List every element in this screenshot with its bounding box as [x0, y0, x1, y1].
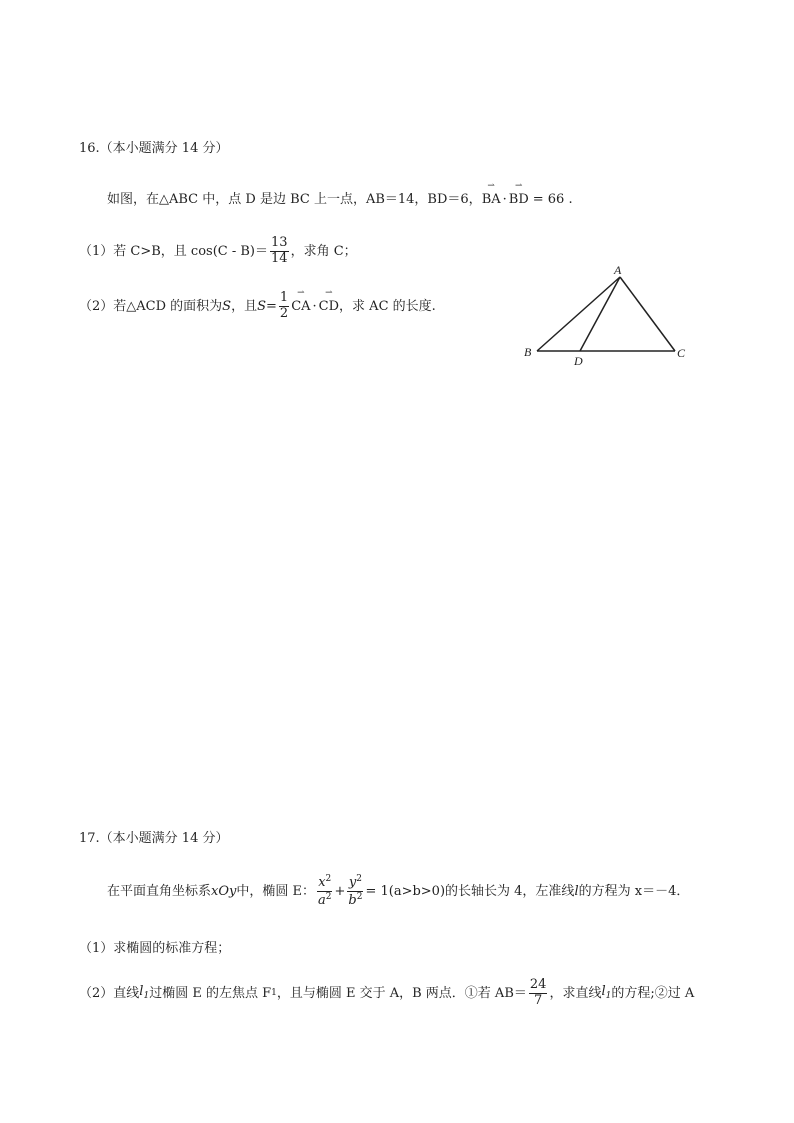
fraction-numerator: $x^2$: [318, 874, 332, 890]
q16-part1: [79, 236, 357, 267]
segment-ad: [580, 277, 620, 351]
focus-subscript: 1: [271, 987, 277, 998]
fraction-denominator: $a^2$: [317, 891, 332, 908]
q16-header: 16.（本小题满分 14 分）: [79, 141, 229, 156]
fraction-y2-b2: [347, 874, 363, 909]
q16-intro: [107, 193, 573, 206]
fraction-24-7: [529, 978, 548, 1009]
vector-bd: ⇀ BD: [509, 193, 529, 206]
side-ab: [537, 277, 620, 351]
q16-part2-mid: ，且: [231, 298, 258, 314]
fraction-numerator: 1: [279, 290, 289, 305]
label-d: D: [574, 354, 583, 368]
label-a: A: [614, 263, 622, 277]
vector-ba: ⇀ BA: [482, 193, 501, 206]
label-b: B: [524, 345, 532, 359]
q16-part2: [79, 291, 436, 322]
side-ac: [620, 277, 675, 351]
fraction-one-half: [279, 291, 289, 322]
fraction-denominator: 2: [279, 305, 289, 321]
q17-intro-tail: 的方程为 x＝－4．: [578, 883, 690, 899]
coord-system: xOy: [211, 883, 237, 899]
q17-part2-mid3: ，求直线: [549, 985, 602, 1001]
fraction-denominator: $b^2$: [348, 891, 363, 908]
fraction-denominator: 7: [534, 992, 543, 1008]
fraction-13-14: [270, 236, 289, 267]
area-symbol-2: S: [257, 298, 266, 314]
q17-part2-tail: 的方程;②过 A: [611, 985, 695, 1001]
area-symbol: S: [222, 298, 232, 314]
fraction-x2-a2: [317, 874, 333, 909]
label-c: C: [677, 346, 686, 360]
line-l1-2: $l_1$: [601, 984, 612, 1002]
q16-intro-text: 如图，在△ABC 中，点 D 是边 BC 上一点，AB＝14，BD＝6，: [107, 192, 482, 207]
vector-ca: ⇀ CA: [291, 300, 310, 313]
vector-cd: ⇀ CD: [319, 300, 339, 313]
fraction-numerator: 24: [529, 977, 547, 992]
q17-part2-pre: （2）直线: [79, 985, 140, 1001]
q17-part2-mid: 过椭圆 E 的左焦点 F: [149, 985, 272, 1001]
q17-intro-mid: 中，椭圆 E：: [236, 883, 315, 899]
triangle-figure: [520, 262, 700, 372]
q17-header: 17.（本小题满分 14 分）: [79, 831, 229, 846]
fraction-numerator: $y^2$: [348, 874, 362, 890]
q16-intro-tail: = 66 .: [532, 192, 573, 207]
q16-part1-label: （1）若 C>B，且 cos(C - B)＝: [79, 243, 269, 259]
line-l: l: [574, 883, 579, 899]
q17-intro: [107, 874, 689, 909]
q17-part2: [79, 978, 694, 1009]
q17-intro-eq: = 1(a>b>0)的长轴长为 4，左准线: [365, 883, 575, 899]
line-l1: $l_1$: [139, 984, 150, 1002]
plus-sign: +: [334, 883, 346, 899]
q16-part1-tail: ，求角 C；: [290, 243, 357, 259]
q17-part2-mid2: ，且与椭圆 E 交于 A，B 两点．①若 AB＝: [276, 985, 527, 1001]
fraction-numerator: 13: [271, 235, 288, 250]
dot-operator: ·: [312, 298, 317, 314]
q17-part1: （1）求椭圆的标准方程；: [79, 941, 231, 956]
q17-intro-pre: 在平面直角坐标系: [107, 883, 212, 899]
q16-part2-tail: ，求 AC 的长度.: [339, 298, 436, 314]
fraction-denominator: 14: [271, 250, 288, 266]
equals-sign: =: [266, 298, 277, 314]
dot-operator: ·: [502, 192, 507, 207]
q16-part2-label: （2）若△ACD 的面积为: [79, 298, 223, 314]
